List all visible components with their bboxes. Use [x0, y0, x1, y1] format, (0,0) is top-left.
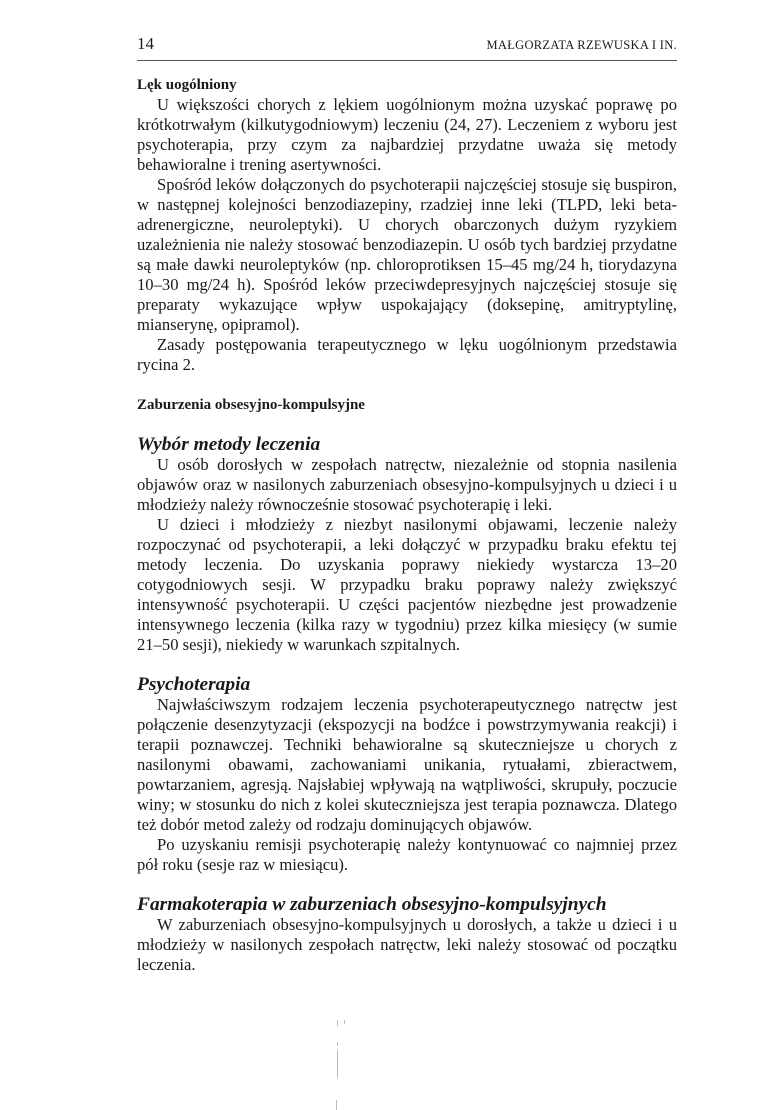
page-number: 14 [137, 34, 154, 53]
subsection-heading: Farmakoterapia w zaburzeniach obsesyjno-kompulsyjnych [137, 894, 607, 915]
scan-artifact [335, 1000, 347, 1099]
paragraph: W zaburzeniach obsesyjno-kompulsyjnych u dorosłych, a także u dzieci i u młodzieży w nasilonych zespołach natręctw, leki należy stosować od początku leczenia. [137, 915, 677, 974]
section-ocd [137, 395, 677, 975]
paragraph: Zasady postępowania terapeutycznego w lęku uogólnionym przedstawia rycina 2. [137, 335, 677, 374]
paragraph: Spośród leków dołączonych do psychoterapii najczęściej stosuje się buspiron, w następnej kolejności benzodiazepiny, rzadziej inne leki (TLPD, leki beta-adrenergiczne, neuroleptyki). U chorych obarczonych dużym ryzykiem uzależnienia nie należy stosować benzodiazepin. U osób tych bardziej przydatne są małe dawki neuroleptyków (np. chloroprotiksen 15–45 mg/24 h, tiorydazyna 10–30 mg/24 h). Spośród leków przeciwdepresyjnych najczęściej stosuje się preparaty wykazujące wpływ uspokajający (doksepinę, amitryptylinę, mianserynę, opipramol). [137, 175, 677, 334]
section-generalized-anxiety [137, 75, 677, 375]
paragraph: Najwłaściwszym rodzajem leczenia psychoterapeutycznego natręctw jest połączenie desenzytyzacji (ekspozycji na bodźce i powstrzymywania reakcji) i terapii poznawczej. Techniki behawioralne są skuteczniejsze u chorych z nasilonymi obawami, zachowaniami unikania, rytuałami, zbieractwem, powtarzaniem, agresją. Najsłabiej wpływają na wątpliwości, skrupuły, poczucie winy; w stosunku do nich z kolei skuteczniejsza jest terapia poznawcza. Dlatego też dobór metod zależy od rodzaju dominujących objawów. [137, 695, 677, 834]
section-heading: Lęk uogólniony [137, 77, 237, 93]
document-page [137, 34, 677, 975]
subsection-heading: Psychoterapia [137, 674, 251, 695]
subsection-method-choice [137, 435, 677, 655]
paragraph: Po uzyskaniu remisji psychoterapię należy kontynuować co najmniej przez pół roku (sesje raz w miesiącu). [137, 835, 677, 874]
running-title: MAŁGORZATA RZEWUSKA I IN. [486, 38, 677, 52]
subsection-psychotherapy [137, 675, 677, 875]
running-head [137, 34, 677, 61]
paragraph: U osób dorosłych w zespołach natręctw, niezależnie od stopnia nasilenia objawów oraz w nasilonych zaburzeniach obsesyjno-kompulsyjnych u dzieci i u młodzieży należy równocześnie stosować psychoterapię i leki. [137, 455, 677, 514]
section-heading: Zaburzenia obsesyjno-kompulsyjne [137, 397, 365, 413]
subsection-pharmacotherapy [137, 895, 677, 975]
paragraph: U dzieci i młodzieży z niezbyt nasilonymi objawami, leczenie należy rozpoczynać od psychoterapii, a leki dołączyć w przypadku braku efektu tej metody leczenia. Do uzyskania poprawy niekiedy wystarcza 13–20 cotygodniowych sesji. W przypadku braku poprawy należy zwiększyć intensywność psychoterapii. U części pacjentów niezbędne jest prowadzenie intensywnego leczenia (kilka razy w tygodniu) przez kilka miesięcy (w sumie 21–50 sesji), niekiedy w warunkach szpitalnych. [137, 515, 677, 654]
paragraph: U większości chorych z lękiem uogólnionym można uzyskać poprawę po krótkotrwałym (kilkutygodniowym) leczeniu (24, 27). Leczeniem z wyboru jest psychoterapia, przy czym za najbardziej przydatne uważa się metody behawioralne i trening asertywności. [137, 95, 677, 174]
subsection-heading: Wybór metody leczenia [137, 434, 321, 455]
